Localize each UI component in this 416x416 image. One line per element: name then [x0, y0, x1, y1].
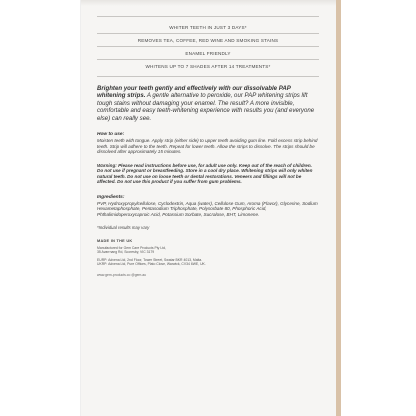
claim-item: WHITER TEETH IN JUST 3 DAYS* — [97, 21, 319, 34]
warning-paragraph — [97, 163, 319, 185]
intro-bold: Brighten your teeth gently and effectively with our dissolvable PAP whitening strips. — [97, 85, 291, 100]
manufacturer-line: Manufactured for Gem Care Products Pty Ltd, — [97, 246, 166, 251]
ingredients-text: PVP, Hydroxypropylcellulose, Cyclodextrin, Aqua (water), Cellulose Gum, Aroma (Flavor), Glycerine, Sodium Hexametaphosphate, Pentasodium Triphosphate, Polysorbate 80, Phosphoric Acid, Phthalimidoperoxycaproic Acid, Potassium Sorbate, Sucralose, BHT, Limonene. — [97, 200, 318, 217]
divider — [97, 16, 319, 17]
footnote: *Individual results may vary — [97, 225, 150, 231]
website-social: www.gem-products.co @gem.au — [97, 272, 147, 277]
rep-line: UKRP: Advena Ltd, Pure Offices, Plato Close, Warwick, CV34 6WE, UK. — [97, 262, 206, 267]
product-box — [81, 0, 336, 416]
how-to-use-heading: How to use: — [97, 132, 125, 138]
manufacturer-line: 35 Avarrnang Rd, Scoresby, VIC 3179 — [97, 250, 155, 255]
claim-item: WHITENS UP TO 7 SHADES AFTER 14 TREATMENTS* — [145, 63, 271, 69]
box-side-edge — [336, 0, 341, 416]
warning-heading: Warning: — [97, 162, 117, 168]
rep-line: EURP: Advena Ltd, 2nd Floor, Tower Street, Swatar BKR 4013, Malta. — [97, 257, 203, 262]
claims-list — [97, 21, 319, 72]
made-in: MADE IN THE UK — [97, 239, 133, 244]
claim-item: REMOVES TEA, COFFEE, RED WINE AND SMOKING STAINS — [97, 34, 319, 47]
box-top-edge — [81, 0, 336, 6]
intro-rest: A gentle alternative to peroxide, our PAP whitening strips lift tough stains without damaging your enamel. The result? A more invisible, comfortable and easy teeth-whitening experience with results you (and everyone else) can really see. — [97, 92, 315, 122]
box-label — [97, 12, 319, 277]
divider — [97, 76, 319, 77]
ingredients-heading: Ingredients: — [97, 194, 125, 200]
warning-text: Please read instructions before use, for adult use only. Keep out of the reach of children. Do not use if pregnant or breastfeeding. Store in a cool dry place. Whitening strips will only whiten natural teeth. Do not use on loose teeth or dental restorations. Veneers and fillings will not be affected. Do not use this product if you suffer from gum problems. — [97, 162, 313, 185]
how-to-use-text: Moisten teeth with tongue. Apply strip (either side) to upper teeth avoiding gum line. Fold excess strip behind teeth. Strip will adhere to the teeth. Repeat for lower teeth. Allow the strips to dissolve. The strips should be dissolved after approximately 15 minutes. — [97, 138, 318, 155]
intro-paragraph — [97, 85, 319, 122]
claim-item: ENAMEL FRIENDLY — [97, 47, 319, 60]
